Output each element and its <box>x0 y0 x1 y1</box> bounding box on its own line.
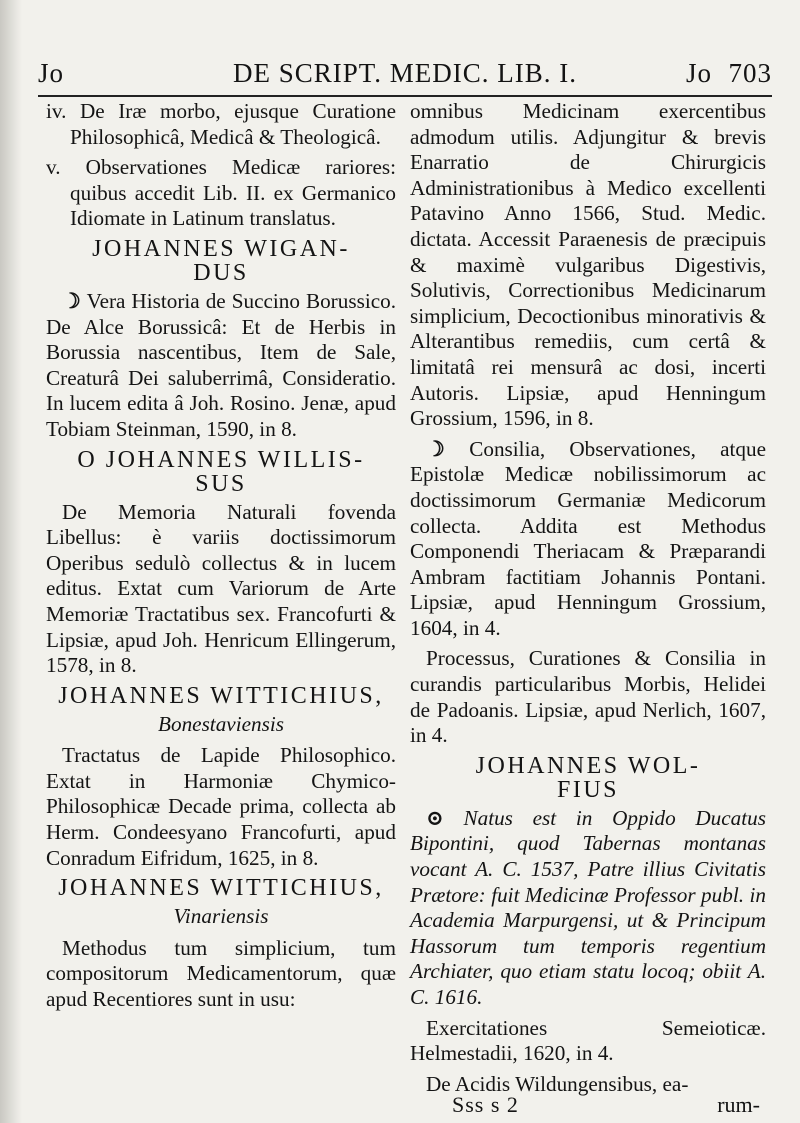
bibliography-entry <box>46 99 396 150</box>
entry-text: Natus est in Oppido Ducatus Bipontini, quod Tabernas montanas vocant A. C. 1537, Patre illius Civitatis Prætore: fuit Medicinæ Professor publ. in Academia Marpurgensi, ut & Principum Hassorum tum temporis regentium Archiater, quo etiam statu locoq; obiit A. C. 1616. <box>410 805 766 1009</box>
right-column <box>410 99 766 1102</box>
author-heading-line: DUS <box>193 259 249 286</box>
author-heading <box>46 448 396 496</box>
bibliography-entry <box>410 646 766 748</box>
entry-text: Consilia, Observationes, atque Epistolæ Medicæ nobilissimorum ac doctissimorum Germaniæ Medicorum collecta. Addita est Methodus Componendi Theriacam & Præparandi Ambram factitiam Johannis Pontani. Lipsiæ, apud Henningum Grossium, 1604, in 4. <box>410 436 766 640</box>
author-epithet: Vinariensis <box>173 904 269 929</box>
entry-text: v. Observationes Medicæ rariores: quibus accedit Lib. II. ex Germanico Idiomate in Latinum translatus. <box>46 155 396 231</box>
author-heading-line: O JOHANNES WILLIS- <box>77 446 365 473</box>
bibliography-entry <box>46 155 396 232</box>
page-edge <box>0 0 22 1123</box>
left-column <box>46 99 396 1018</box>
author-heading-line: FIUS <box>556 776 620 803</box>
author-heading-line: JOHANNES WITTICHIUS, <box>58 875 384 902</box>
bibliography-entry <box>46 500 396 679</box>
bibliography-entry <box>46 289 396 443</box>
page-number: 703 <box>728 58 772 88</box>
running-header <box>38 58 772 94</box>
author-heading-line: SUS <box>195 470 247 497</box>
author-heading-line: JOHANNES WOL- <box>475 752 701 779</box>
author-heading <box>46 684 396 708</box>
catchword: rum- <box>717 1092 760 1117</box>
bibliography-entry <box>410 806 766 1011</box>
entry-text: De Memoria Naturali fovenda Libellus: è variis doctissimorum Operibus sedulò collectus & in lucem editus. Extat cum Variorum de Arte Memoriæ Tractatibus sex. Francofurti & Lipsiæ, apud Joh. Henricum Ellingerum, 1578, in 8. <box>46 499 396 678</box>
running-title: DE SCRIPT. MEDIC. LIB. I. <box>232 58 577 88</box>
entry-text: Methodus tum simplicium, tum compositorum Medicamentorum, quæ apud Recentiores sunt in usu: <box>46 935 396 1012</box>
entry-text: iv. De Iræ morbo, ejusque Curatione Philosophicâ, Medicâ & Theologicâ. <box>46 99 396 149</box>
bibliography-entry <box>46 743 396 871</box>
bibliography-entry <box>410 1016 766 1067</box>
author-heading <box>410 754 766 802</box>
entry-text: Exercitationes Semeioticæ. Helmestadii, 1620, in 4. <box>410 1015 766 1066</box>
bibliography-entry <box>46 936 396 1013</box>
author-heading <box>46 876 396 900</box>
bibliography-entry <box>410 99 766 432</box>
author-heading <box>46 237 396 285</box>
signature-mark: Sss s 2 <box>452 1092 519 1117</box>
entry-text: Vera Historia de Succino Borussico. De Alce Borussicâ: Et de Herbis in Borussia nascentibus, Item de Sale, Creaturâ Dei saluberrimâ, Consideratio. In lucem edita â Joh. Rosino. Jenæ, apud Tobiam Steinman, 1590, in 8. <box>46 288 396 441</box>
entry-text: Tractatus de Lapide Philosophico. Extat in Harmoniæ Chymico-Philosophicæ Decade prima, collecta ab Herm. Condeesyano Francofurti, apud Conradum Eifridum, 1625, in 8. <box>46 743 396 870</box>
entry-mark-icon: ⊙ <box>426 805 444 830</box>
header-left-abbr: Jo <box>38 58 65 88</box>
author-epithet: Bonestaviensis <box>158 711 284 736</box>
page-footer <box>0 1092 800 1122</box>
entry-mark-icon: ☽ <box>62 288 81 313</box>
entry-text: Processus, Curationes & Consilia in curandis particularibus Morbis, Helidei de Padoanis. Lipsiæ, apud Nerlich, 1607, in 4. <box>410 646 766 748</box>
author-heading-line: JOHANNES WIGAN- <box>92 235 350 262</box>
bibliography-entry <box>410 437 766 642</box>
entry-mark-icon: ☽ <box>426 436 445 461</box>
header-right-abbr: Jo <box>685 58 712 88</box>
author-heading-line: JOHANNES WITTICHIUS, <box>58 682 384 709</box>
entry-text: De Acidis Wildungensibus, ea- <box>426 1071 689 1096</box>
entry-text: omnibus Medicinam exercentibus admodum utilis. Adjungitur & brevis Enarratio de Chirurgicis Administrationibus à Medico excellenti Patavino Anno 1566, Stud. Medic. dictata. Accessit Paraenesis de præcipuis & maximè vulgaribus Digestivis, Solutivis, Correctionibus Medicinarum simplicium, Decoctionibus minorativis & Alterantibus remediis, cum certâ & limitatâ rei mensurâ ac dosi, incerti Autoris. Lipsiæ, apud Henningum Grossium, 1596, in 8. <box>410 99 766 431</box>
header-rule <box>38 95 772 97</box>
